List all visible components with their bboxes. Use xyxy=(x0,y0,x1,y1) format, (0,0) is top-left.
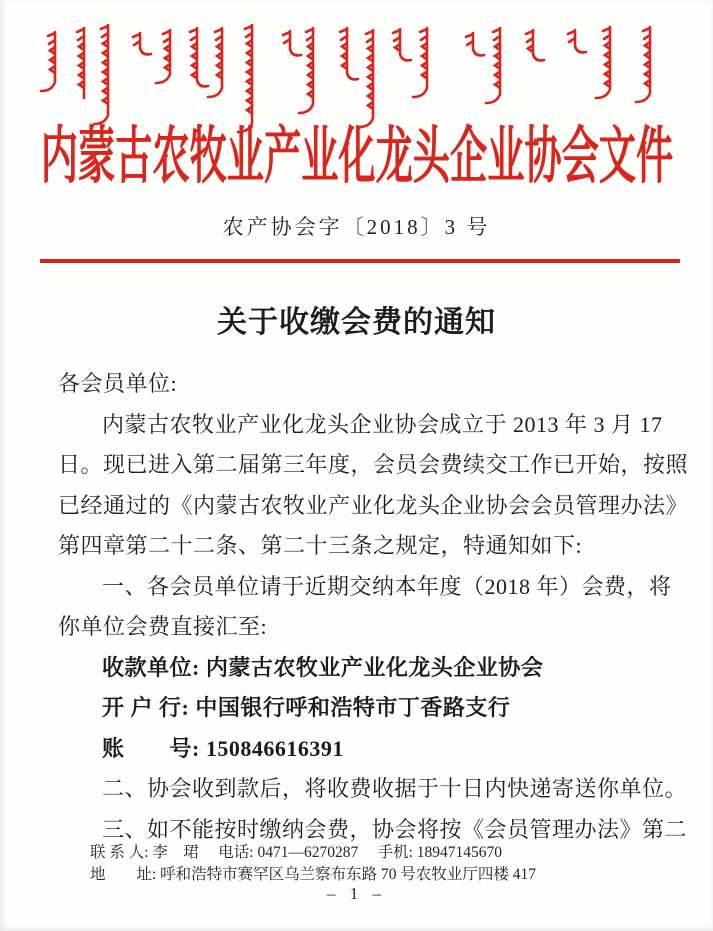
notice-body xyxy=(58,364,689,850)
mongolian-word-glyph xyxy=(393,29,411,60)
footer-contact-line: 联 系 人: 李 珺 电话: 0471—6270287 手机: 18947145670 xyxy=(90,844,503,861)
mongolian-word-glyph xyxy=(299,28,313,113)
mongolian-word-glyph xyxy=(568,30,586,52)
mongolian-word-glyph xyxy=(41,32,55,91)
page-number: – 1 – xyxy=(327,884,386,903)
banner-title: 内蒙古农牧业产业化龙头企业协会文件 xyxy=(40,123,673,191)
mongolian-word-glyph xyxy=(596,27,610,98)
body-line: 收款单位: 内蒙古农牧业产业化龙头企业协会 xyxy=(102,654,544,680)
body-line: 各会员单位: xyxy=(58,371,178,396)
body-line: 内蒙古农牧业产业化龙头企业协会成立于 2013 年 3 月 17 xyxy=(102,411,663,437)
body-line: 第四章第二十二条、第二十三条之规定，特通知如下: xyxy=(58,533,583,558)
mongolian-word-glyph xyxy=(636,27,650,102)
footer-address-line: 地 址: 呼和浩特市赛罕区乌兰察布东路 70 号农牧业厅四楼 417 xyxy=(90,865,537,883)
contact-footer xyxy=(90,842,660,885)
notice-title: 关于收缴会费的通知 xyxy=(217,306,496,339)
mongolian-word-glyph xyxy=(156,30,170,83)
mongolian-word-glyph xyxy=(466,33,484,55)
mongolian-word-glyph xyxy=(77,28,84,98)
body-line: 你单位会费直接汇至: xyxy=(58,614,268,639)
red-header-banner xyxy=(0,106,713,195)
body-line: 已经通过的《内蒙古农牧业产业化龙头企业协会会员管理办法》 xyxy=(58,492,689,518)
mongolian-word-glyph xyxy=(133,33,151,54)
red-separator-rule xyxy=(40,259,680,263)
body-line: 二、协会收到款后，将收费收据于十日内快递寄送你单位。 xyxy=(102,776,688,801)
body-line: 三、如不能按时缴纳会费，协会将按《会员管理办法》第二 xyxy=(102,816,688,842)
mongolian-word-glyph xyxy=(190,28,208,86)
mongolian-word-glyph xyxy=(413,28,427,97)
mongolian-word-glyph xyxy=(486,28,500,103)
mongolian-word-glyph xyxy=(283,31,301,55)
body-line: 日。现已进入第二届第三年度，会员会费续交工作已开始，按照 xyxy=(58,452,689,477)
mongolian-word-glyph xyxy=(208,28,222,97)
body-line: 开 户 行: 中国银行呼和浩特市丁香路支行 xyxy=(102,695,511,720)
mongolian-word-glyph xyxy=(526,30,544,60)
body-line: 账 号: 150846616391 xyxy=(102,735,344,761)
mongolian-word-glyph xyxy=(340,28,358,79)
document-number: 农产协会字〔2018〕3 号 xyxy=(222,215,491,239)
body-line: 一、各会员单位请于近期交纳本年度（2018 年）会费，将 xyxy=(102,573,672,599)
